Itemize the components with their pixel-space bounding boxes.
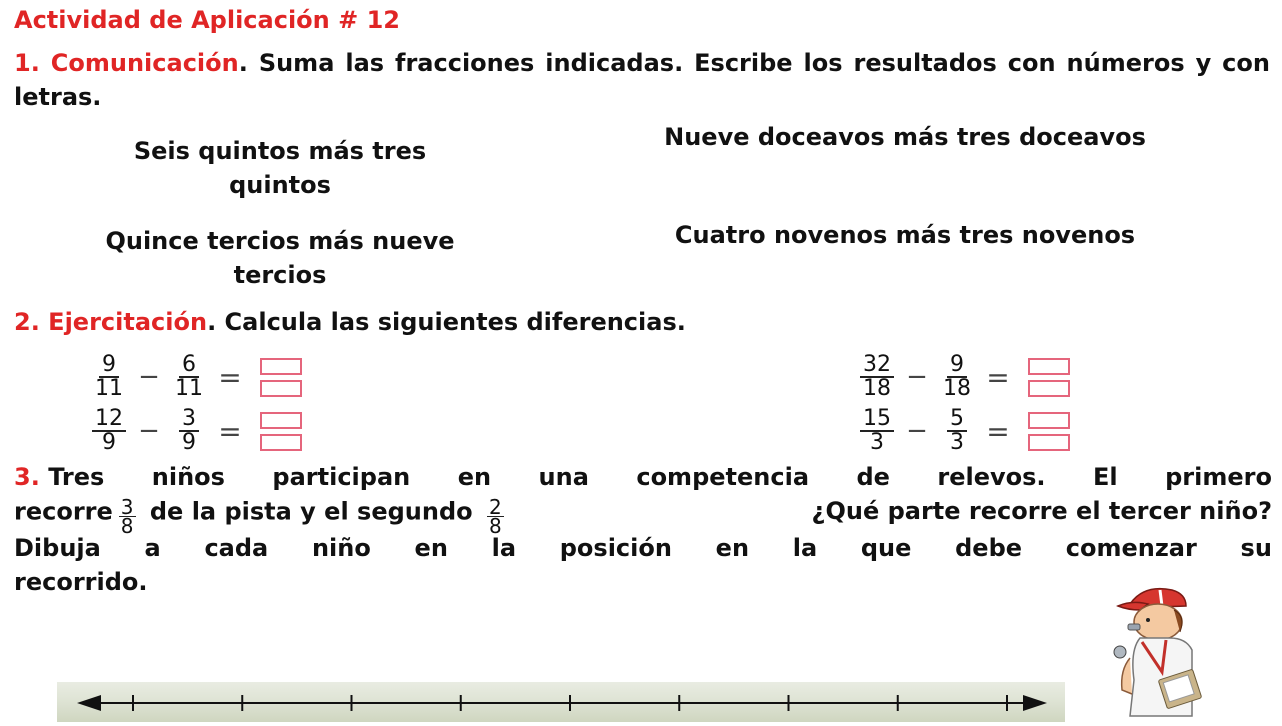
word: recorrido. xyxy=(14,568,148,596)
section-1-text: . Suma las fracciones indicadas. Escribe los resultados con números y con letras. xyxy=(14,49,1270,111)
referee-boy-illustration xyxy=(1100,580,1220,722)
numerator: 3 xyxy=(179,409,199,432)
section-3-number: 3. xyxy=(14,463,40,491)
word: en xyxy=(457,463,492,491)
answer-box[interactable] xyxy=(260,358,302,397)
word: relevos. xyxy=(937,463,1046,491)
answer-denominator-box[interactable] xyxy=(1028,380,1070,397)
answer-numerator-box[interactable] xyxy=(1028,358,1070,375)
word: en xyxy=(414,534,448,562)
fraction xyxy=(940,406,974,455)
word: Dibuja xyxy=(14,534,101,562)
answer-numerator-box[interactable] xyxy=(260,358,302,375)
word: participan xyxy=(272,463,411,491)
difference-exercise xyxy=(860,408,1070,454)
answer-numerator-box[interactable] xyxy=(260,412,302,429)
minus-sign: − xyxy=(138,362,160,392)
numerator: 32 xyxy=(860,355,894,378)
answer-box[interactable] xyxy=(1028,358,1070,397)
word: cada xyxy=(204,534,269,562)
answer-denominator-box[interactable] xyxy=(1028,434,1070,451)
difference-exercise xyxy=(92,354,302,400)
answer-numerator-box[interactable] xyxy=(1028,412,1070,429)
equals-sign: = xyxy=(218,360,242,394)
word: competencia xyxy=(636,463,810,491)
word: 3. Tres xyxy=(14,463,105,491)
section-2-statement xyxy=(14,308,686,336)
word: en xyxy=(715,534,750,562)
numerator: 15 xyxy=(860,409,894,432)
answer-box[interactable] xyxy=(260,412,302,451)
denominator: 18 xyxy=(863,376,891,401)
fraction-two-eighths: $\frac{2}{8}$ xyxy=(488,495,502,538)
minus-sign: − xyxy=(906,416,928,446)
word: la xyxy=(792,534,818,562)
sum-item-2: Nueve doceavos más tres doceavos xyxy=(664,123,1146,151)
equals-sign: = xyxy=(986,360,1010,394)
word: niños xyxy=(151,463,225,491)
number-line xyxy=(57,682,1065,722)
activity-title: Actividad de Aplicación # 12 xyxy=(14,6,400,34)
sum-item-4: Cuatro novenos más tres novenos xyxy=(674,221,1136,249)
problem-line-2 xyxy=(14,494,1272,538)
denominator: 9 xyxy=(102,430,116,455)
problem-text: recorre $\frac{3}{8}$ de la pista y el segundo $\frac{2}{8}$ xyxy=(14,495,502,538)
word: de xyxy=(856,463,890,491)
sum-item-3: Quince tercios más nueve tercios xyxy=(105,227,455,289)
section-1-statement xyxy=(14,46,1270,114)
equals-sign: = xyxy=(218,414,242,448)
fraction-three-eighths: $\frac{3}{8}$ xyxy=(120,495,134,538)
right-arrow-icon xyxy=(1023,695,1047,711)
minus-sign: − xyxy=(906,362,928,392)
problem-line-3 xyxy=(14,531,1272,565)
word: El xyxy=(1093,463,1118,491)
problem-line-4 xyxy=(14,565,1272,599)
equals-sign: = xyxy=(986,414,1010,448)
denominator: 3 xyxy=(950,430,964,455)
word: una xyxy=(538,463,589,491)
fraction xyxy=(860,406,894,455)
difference-exercise xyxy=(860,354,1070,400)
numerator: 12 xyxy=(92,409,126,432)
problem-line-1 xyxy=(14,460,1272,494)
word: su xyxy=(1240,534,1272,562)
section-1-number: 1. Comunicación xyxy=(14,49,239,77)
left-arrow-icon xyxy=(77,695,101,711)
numerator: 5 xyxy=(947,409,967,432)
section-3-problem xyxy=(14,460,1272,599)
fraction xyxy=(172,406,206,455)
fraction xyxy=(172,352,206,401)
denominator: 11 xyxy=(95,376,123,401)
denominator: 11 xyxy=(175,376,203,401)
answer-box[interactable] xyxy=(1028,412,1070,451)
answer-denominator-box[interactable] xyxy=(260,434,302,451)
numerator: 9 xyxy=(99,355,119,378)
fraction xyxy=(940,352,974,401)
relay-track-number-line xyxy=(57,682,1065,722)
minus-sign: − xyxy=(138,416,160,446)
fraction xyxy=(92,352,126,401)
denominator: 18 xyxy=(943,376,971,401)
section-2-number: 2. Ejercitación xyxy=(14,308,208,336)
word: niño xyxy=(311,534,371,562)
fraction xyxy=(860,352,894,401)
numerator: 9 xyxy=(947,355,967,378)
question-text: ¿Qué parte recorre el tercer niño? xyxy=(811,497,1272,525)
word: que xyxy=(860,534,912,562)
word: primero xyxy=(1165,463,1272,491)
section-2-text: . Calcula las siguientes diferencias. xyxy=(207,308,686,336)
denominator: 3 xyxy=(870,430,884,455)
word: la xyxy=(491,534,517,562)
sum-item-1: Seis quintos más tres quintos xyxy=(133,137,427,199)
denominator: 9 xyxy=(182,430,196,455)
word: a xyxy=(144,534,161,562)
word: debe xyxy=(955,534,1023,562)
word: posición xyxy=(559,534,672,562)
referee-boy-image xyxy=(1100,580,1220,722)
answer-denominator-box[interactable] xyxy=(260,380,302,397)
word: comenzar xyxy=(1065,534,1197,562)
numerator: 6 xyxy=(179,355,199,378)
difference-exercise xyxy=(92,408,302,454)
fraction xyxy=(92,406,126,455)
